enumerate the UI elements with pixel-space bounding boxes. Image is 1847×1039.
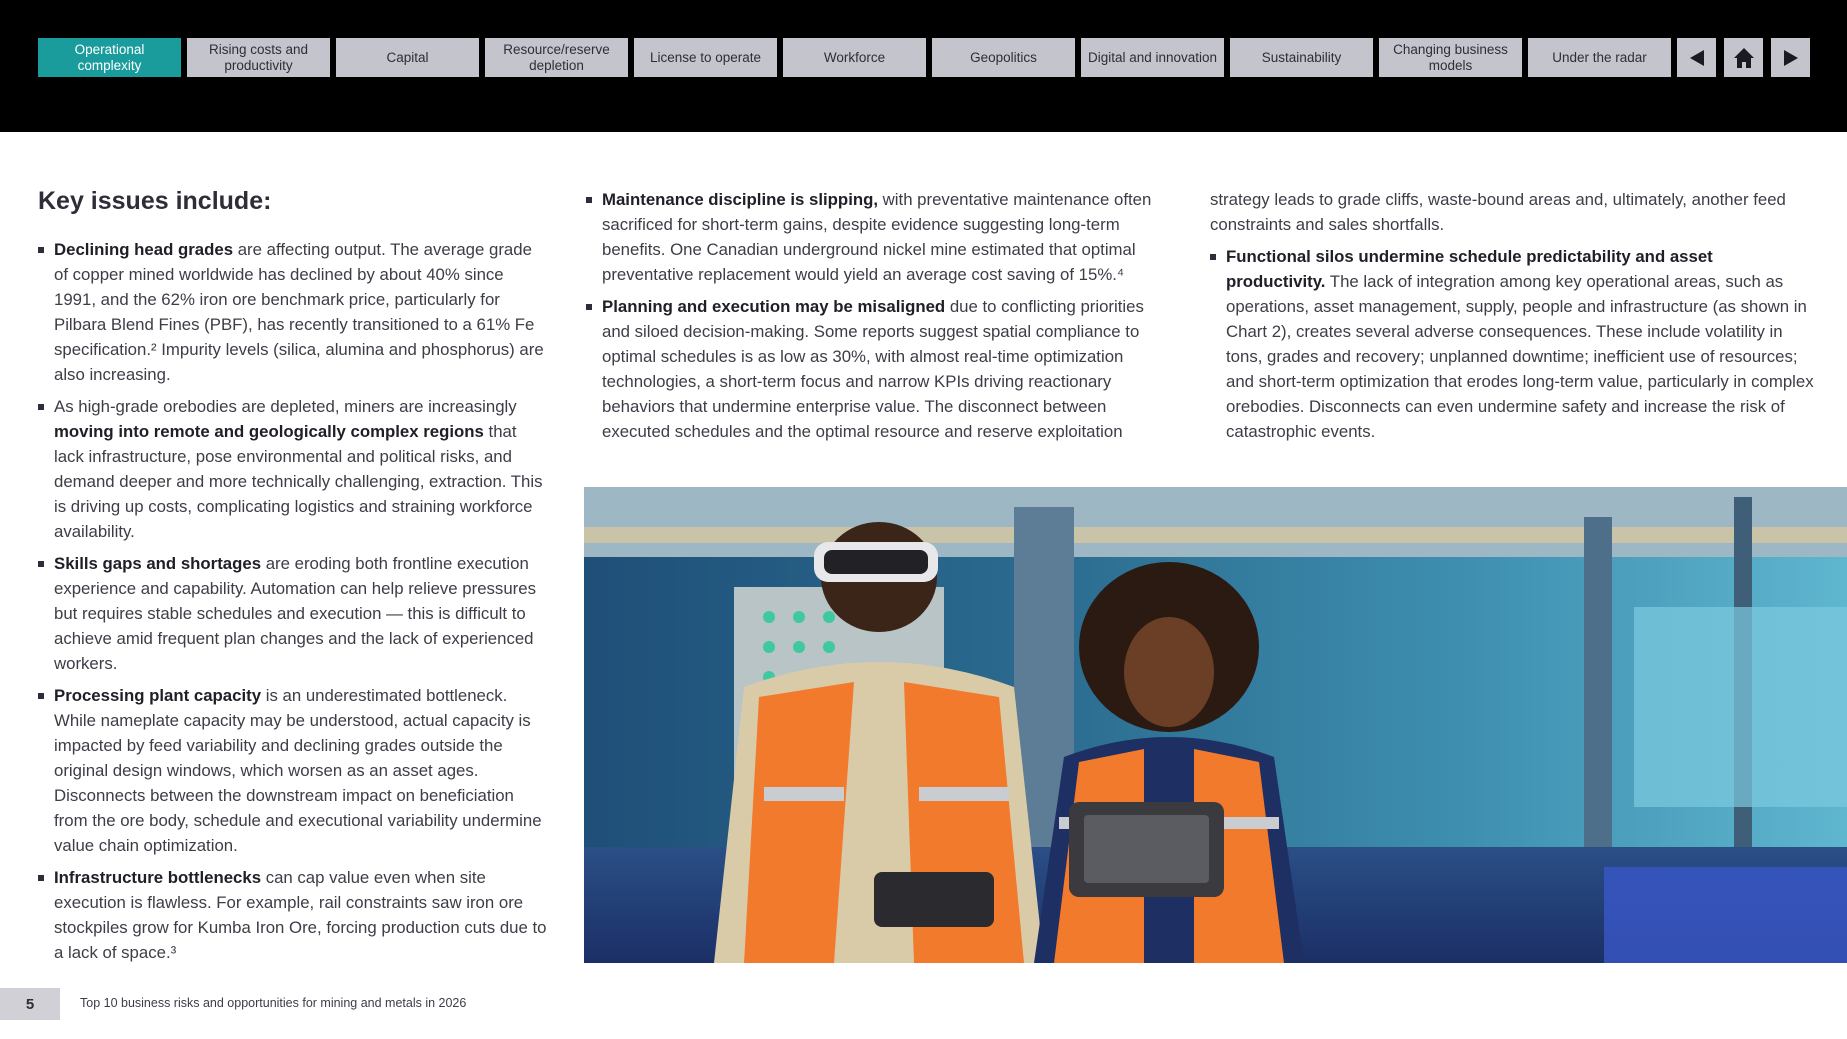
section-heading: Key issues include:: [38, 187, 272, 215]
document-title: Top 10 business risks and opportunities for mining and metals in 2026: [80, 996, 467, 1010]
list-item: Planning and execution may be misaligned due to conflicting priorities and siloed decision-making. Some reports suggest spatial compliance to optimal schedules is as low as 30%, with almost real-time optimization technologies, a short-term focus and narrow KPIs driving reactionary behaviors that undermine enterprise value. The disconnect between executed schedules and the optimal resource and reserve exploitation: [586, 294, 1176, 444]
key-issues-list: [38, 237, 548, 965]
list-item: Functional silos undermine schedule predictability and asset productivity. The lack of integration among key operational areas, such as operations, asset management, supply, people and infrastructure (as shown in Chart 2), creates several adverse consequences. These include volatility in tons, grades and recovery; unplanned downtime; inefficient use of resources; and short-term optimization that erodes long-term value, particularly in complex orebodies. Disconnects can even undermine safety and increase the risk of catastrophic events.: [1210, 244, 1815, 444]
section-tabs: [38, 38, 1671, 77]
tab-rising-costs[interactable]: Rising costs and productivity: [187, 38, 330, 77]
previous-page-button[interactable]: [1677, 38, 1716, 77]
list-item: Skills gaps and shortages are eroding both frontline execution experience and capability. Automation can help relieve pressures but requires stable schedules and execution — this is difficult to achieve amid frequent plan changes and the lack of experienced workers.: [38, 551, 548, 676]
column-left: [38, 185, 548, 972]
home-icon: [1732, 46, 1756, 70]
home-button[interactable]: [1724, 38, 1763, 77]
tab-resource-depletion[interactable]: Resource/reserve depletion: [485, 38, 628, 77]
triangle-left-icon: [1687, 48, 1707, 68]
page-number: 5: [0, 988, 60, 1020]
triangle-right-icon: [1781, 48, 1801, 68]
tab-license-to-operate[interactable]: License to operate: [634, 38, 777, 77]
list-item: Infrastructure bottlenecks can cap value even when site execution is flawless. For example, rail constraints saw iron ore stockpiles grow for Kumba Iron Ore, forcing production cuts due to a lack of space.³: [38, 865, 548, 965]
list-item: Declining head grades are affecting output. The average grade of copper mined worldwide has declined by about 40% since 1991, and the 62% iron ore benchmark price, particularly for Pilbara Blend Fines (PBF), has recently transitioned to a 61% Fe specification.² Impurity levels (silica, alumina and phosphorus) are also increasing.: [38, 237, 548, 387]
tab-sustainability[interactable]: Sustainability: [1230, 38, 1373, 77]
next-page-button[interactable]: [1771, 38, 1810, 77]
list-item: Maintenance discipline is slipping, with preventative maintenance often sacrificed for short-term gains, despite evidence suggesting long-term benefits. One Canadian underground nickel mine estimated that optimal preventative replacement would yield an average cost saving of 15%.⁴: [586, 187, 1176, 287]
list-item: As high-grade orebodies are depleted, miners are increasingly moving into remote and geologically complex regions that lack infrastructure, pose environmental and political risks, and demand deeper and more technically challenging, extraction. This is driving up costs, complicating logistics and straining workforce availability.: [38, 394, 548, 544]
key-issues-list-continued-2: [1210, 244, 1815, 444]
key-issues-list-continued: [586, 187, 1176, 444]
column-middle: [586, 187, 1176, 451]
tab-workforce[interactable]: Workforce: [783, 38, 926, 77]
tab-digital-innovation[interactable]: Digital and innovation: [1081, 38, 1224, 77]
photo-illustration: [584, 487, 1847, 963]
top-navigation-bar: [0, 0, 1847, 132]
continued-paragraph: strategy leads to grade cliffs, waste-bound areas and, ultimately, another feed constraints and sales shortfalls.: [1210, 190, 1786, 234]
tab-geopolitics[interactable]: Geopolitics: [932, 38, 1075, 77]
tab-under-the-radar[interactable]: Under the radar: [1528, 38, 1671, 77]
list-item: Processing plant capacity is an underestimated bottleneck. While nameplate capacity may be understood, actual capacity is impacted by feed variability and declining grades outside the original design windows, which worsen as an asset ages. Disconnects between the downstream impact on beneficiation from the ore body, schedule and executional variability undermine value chain optimization.: [38, 683, 548, 858]
column-right: [1210, 187, 1815, 451]
tab-capital[interactable]: Capital: [336, 38, 479, 77]
tab-changing-business-models[interactable]: Changing business models: [1379, 38, 1522, 77]
workers-photo: [584, 487, 1847, 963]
tab-operational-complexity[interactable]: Operational complexity: [38, 38, 181, 77]
